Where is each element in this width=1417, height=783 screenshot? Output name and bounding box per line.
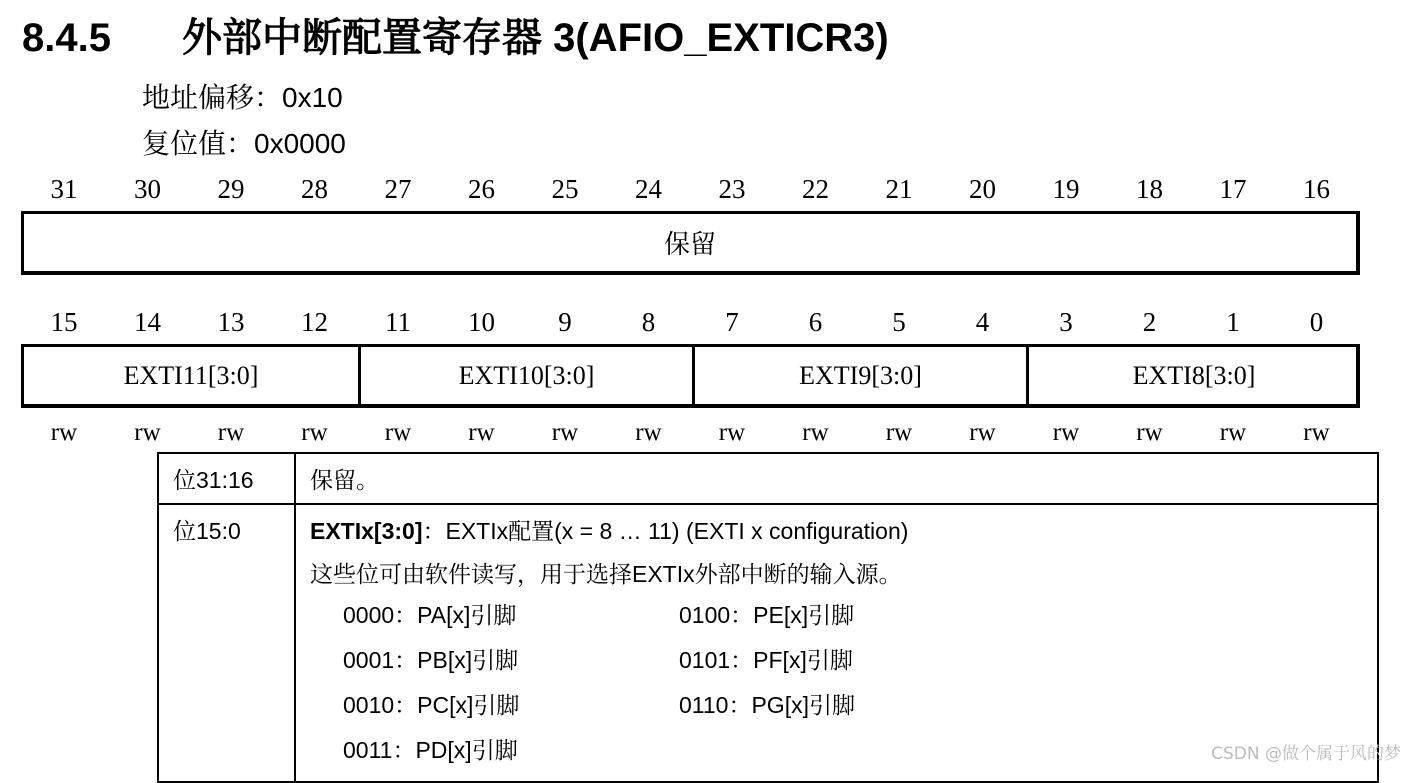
bit-number: 29: [217, 174, 245, 204]
access-type: rw: [1136, 419, 1163, 446]
bit-number: 20: [969, 174, 996, 204]
bit-number: 28: [301, 174, 328, 204]
access-type: rw: [718, 419, 746, 446]
access-type: rw: [384, 419, 412, 446]
bit-number: 30: [134, 174, 161, 204]
access-type: rw: [217, 419, 245, 446]
bit-number: 8: [641, 307, 656, 337]
field-name: EXTIx[3:0]: [310, 518, 423, 544]
bit-number: 23: [718, 174, 746, 204]
bit-number: 1: [1226, 307, 1240, 337]
section-title: 外部中断配置寄存器 3(AFIO_EXTICR3): [182, 16, 889, 60]
bit-number: 10: [468, 307, 495, 337]
description-heading: [310, 513, 1363, 546]
list-item: 0100：PE[x]引脚: [679, 602, 855, 628]
bit-number: 6: [808, 307, 823, 337]
address-offset-label: 地址偏移：: [142, 82, 283, 113]
list-item: 0110：PG[x]引脚: [679, 692, 855, 718]
access-type: rw: [134, 419, 161, 446]
bit-number: 21: [885, 174, 913, 204]
bit-number: 19: [1052, 174, 1080, 204]
bit-number: 31: [50, 174, 78, 204]
reset-value: [142, 122, 346, 162]
watermark: CSDN @做个属于风的梦: [1211, 744, 1401, 764]
access-type: rw: [969, 419, 996, 446]
access-type: rw: [1303, 419, 1330, 446]
field-exti9: EXTI9[3:0]: [692, 347, 1026, 404]
bit-number: 16: [1303, 174, 1330, 204]
access-type: rw: [50, 419, 78, 446]
section-heading: [22, 6, 889, 63]
list-item: 0000：PA[x]引脚: [343, 602, 517, 628]
bit-number: 0: [1309, 307, 1324, 337]
access-type: rw: [1052, 419, 1080, 446]
address-offset-value: 0x10: [282, 82, 343, 113]
bit-range-cell: 位31:16: [158, 453, 295, 504]
field-summary: ：EXTIx配置(x = 8 … 11) (EXTI x configuration): [422, 518, 909, 544]
description-text: 这些位可由软件读写，用于选择EXTIx外部中断的输入源。: [310, 561, 902, 587]
description-cell: 保留。: [295, 453, 1378, 504]
bit-number: 22: [802, 174, 829, 204]
bit-number: 2: [1142, 307, 1157, 337]
bit-number: 9: [558, 307, 572, 337]
bit-number: 12: [301, 307, 328, 337]
table-row: [158, 453, 1378, 504]
bit-number: 27: [384, 174, 412, 204]
access-row: [0, 419, 1417, 449]
bit-numbers-low: [0, 307, 1417, 341]
field-exti10: EXTI10[3:0]: [358, 347, 692, 404]
bit-number: 7: [725, 307, 739, 337]
bit-range-cell: 位15:0: [158, 504, 295, 782]
section-number: 8.4.5: [22, 16, 111, 60]
access-type: rw: [468, 419, 495, 446]
reset-value-label: 复位值：: [142, 128, 255, 159]
field-exti8: EXTI8[3:0]: [1026, 347, 1359, 404]
list-item: 0010：PC[x]引脚: [343, 692, 520, 718]
field-exti11: EXTI11[3:0]: [123, 360, 259, 390]
field-reserved: 保留: [663, 230, 716, 259]
address-offset: [142, 76, 343, 116]
access-type: rw: [802, 419, 829, 446]
bit-numbers-high: [0, 174, 1417, 208]
access-type: rw: [551, 419, 579, 446]
bit-number: 18: [1136, 174, 1163, 204]
bit-number: 14: [134, 307, 161, 337]
bit-number: 4: [975, 307, 990, 337]
access-type: rw: [635, 419, 662, 446]
register-low: [21, 344, 1360, 408]
table-row: [158, 504, 1378, 782]
access-type: rw: [1219, 419, 1247, 446]
option-list: [343, 593, 1363, 773]
access-type: rw: [885, 419, 913, 446]
bit-number: 5: [892, 307, 906, 337]
bit-number: 17: [1219, 174, 1247, 204]
bit-number: 25: [551, 174, 579, 204]
bit-number: 11: [385, 307, 411, 337]
bit-number: 15: [50, 307, 78, 337]
reset-value-value: 0x0000: [254, 128, 346, 159]
register-high: [21, 211, 1360, 275]
bit-number: 24: [635, 174, 662, 204]
bit-number: 3: [1059, 307, 1073, 337]
list-item: 0101：PF[x]引脚: [679, 647, 853, 673]
bit-number: 13: [217, 307, 245, 337]
access-type: rw: [301, 419, 328, 446]
list-item: 0011：PD[x]引脚: [343, 737, 518, 763]
bit-description-table: [157, 452, 1379, 783]
bit-number: 26: [468, 174, 495, 204]
list-item: 0001：PB[x]引脚: [343, 647, 519, 673]
